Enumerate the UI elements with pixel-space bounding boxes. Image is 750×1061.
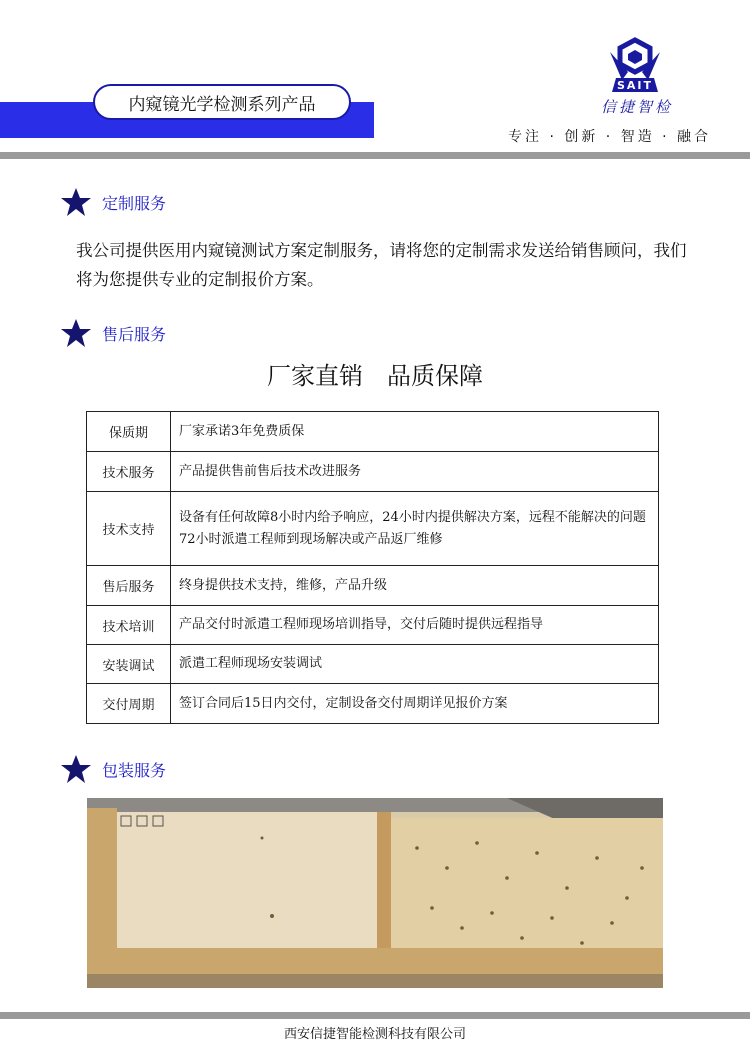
table-row	[87, 492, 659, 566]
slogan: 专注 · 创新 · 智造 · 融合	[508, 129, 712, 145]
wooden-crate-photo	[87, 798, 663, 988]
table-row	[87, 452, 659, 492]
quality-slogan-title: 厂家直销 品质保障	[267, 362, 483, 390]
row-value: 派遣工程师现场安装调试	[171, 645, 659, 684]
section-heading-packaging	[60, 754, 166, 784]
footer-company-name: 西安信捷智能检测科技有限公司	[283, 1027, 466, 1042]
service-table	[86, 411, 659, 724]
row-key: 技术服务	[87, 452, 171, 492]
row-value: 签订合同后15日内交付，定制设备交付周期详见报价方案	[171, 684, 659, 724]
table-row	[87, 566, 659, 606]
table-row	[87, 606, 659, 645]
row-value: 厂家承诺3年免费质保	[171, 412, 659, 452]
logo-text: SAIT	[616, 79, 654, 92]
row-key: 技术支持	[87, 492, 171, 566]
custom-service-paragraph: 我公司提供医用内窥镜测试方案定制服务，请将您的定制需求发送给销售顾问，我们将为您提供专业的定制报价方案。	[76, 241, 687, 289]
section-heading-label: 定制服务	[102, 193, 167, 213]
footer-divider	[0, 1012, 750, 1019]
row-value: 产品提供售前售后技术改进服务	[171, 452, 659, 492]
section-heading-custom	[60, 187, 166, 217]
row-key: 售后服务	[87, 566, 171, 606]
row-key: 安装调试	[87, 645, 171, 684]
table-row	[87, 412, 659, 452]
section-heading-after-sales	[60, 318, 166, 348]
section-heading-label: 包装服务	[102, 760, 167, 780]
table-row	[87, 645, 659, 684]
row-key: 保质期	[87, 412, 171, 452]
row-value: 产品交付时派遣工程师现场培训指导，交付后随时提供远程指导	[171, 606, 659, 645]
star-icon	[60, 754, 92, 784]
row-value: 终身提供技术支持，维修，产品升级	[171, 566, 659, 606]
star-icon	[60, 187, 92, 217]
row-value: 设备有任何故障8小时内给予响应，24小时内提供解决方案，远程不能解决的问题72小时派遣工程师到现场解决或产品返厂维修	[171, 492, 659, 566]
section-heading-label: 售后服务	[102, 324, 167, 344]
header-divider	[0, 152, 750, 159]
table-row	[87, 684, 659, 724]
logo-chinese-name: 信捷智检	[600, 98, 673, 116]
row-key: 技术培训	[87, 606, 171, 645]
page-title: 内窥镜光学检测系列产品	[93, 84, 351, 120]
row-key: 交付周期	[87, 684, 171, 724]
star-icon	[60, 318, 92, 348]
